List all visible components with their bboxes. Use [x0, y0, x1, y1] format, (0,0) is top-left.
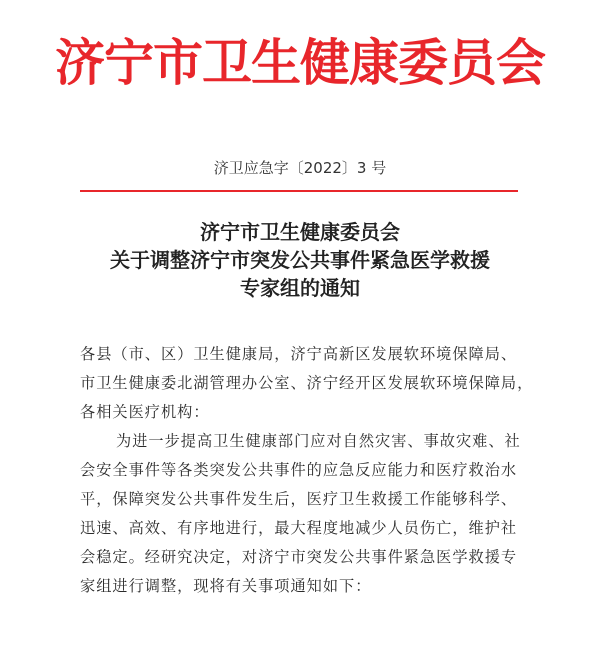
paragraph-line-5: 会稳定。经研究决定，对济宁市突发公共事件紧急医学救援专	[80, 548, 518, 566]
document-title	[0, 218, 600, 302]
title-line-3: 专家组的通知	[240, 276, 360, 300]
document-body	[80, 340, 534, 601]
paragraph-line-6: 家组进行调整，现将有关事项通知如下：	[80, 577, 372, 595]
red-divider-line	[80, 190, 518, 192]
document-number: 济卫应急字〔2022〕3 号	[213, 159, 387, 177]
paragraph-line-2: 会安全事件等各类突发公共事件的应急反应能力和医疗救治水	[80, 461, 518, 479]
paragraph-line-3: 平，保障突发公共事件发生后，医疗卫生救援工作能够科学、	[80, 490, 518, 508]
title-line-1: 济宁市卫生健康委员会	[200, 220, 400, 244]
paragraph-line-4: 迅速、高效、有序地进行，最大程度地减少人员伤亡，维护社	[80, 519, 518, 537]
addressee-line-1: 各县（市、区）卫生健康局，济宁高新区发展软环境保障局、	[80, 345, 518, 363]
addressee-line-3: 各相关医疗机构：	[80, 403, 210, 421]
organization-header: 济宁市卫生健康委员会	[55, 33, 545, 92]
paragraph-line-1: 为进一步提高卫生健康部门应对自然灾害、事故灾难、社	[116, 432, 521, 450]
title-line-2: 关于调整济宁市突发公共事件紧急医学救援	[110, 248, 490, 272]
addressee-line-2: 市卫生健康委北湖管理办公室、济宁经开区发展软环境保障局，	[80, 374, 534, 392]
